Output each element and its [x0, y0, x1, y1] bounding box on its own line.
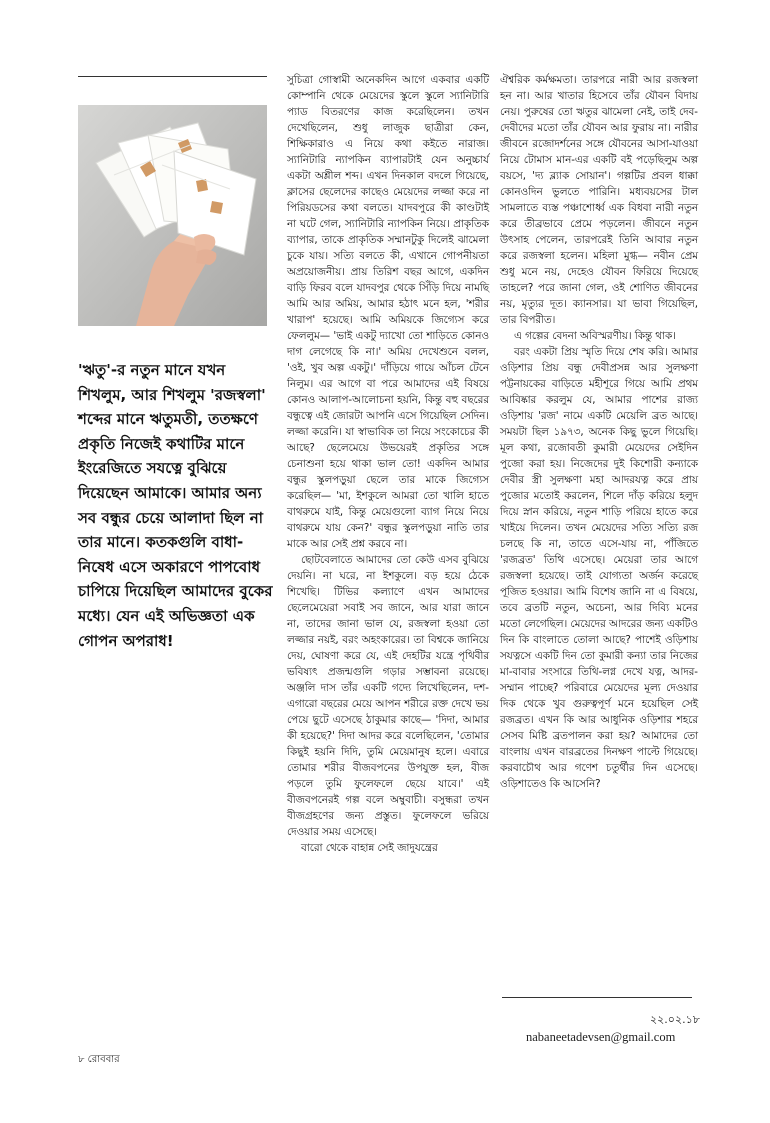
author-email: nabaneetadevsen@gmail.com: [526, 1030, 676, 1044]
paragraph: ছোটবেলাতে আমাদের তো কেউ এসব বুঝিয়ে দেয়নি। না ঘরে, না ইশকুলে। বড় হয়ে ঠেকে শিখেছি। টিভির কল্যাণে এখন আমাদের ছেলেমেয়েরা সবাই সব জানে, আর যারা জানে না, তাদের জানা ভাল যে, রজস্বলা হওয়া তো লজ্জার নয়ই, বরং অহংকারের। তা বিশ্বকে জানিয়ে দেয়, ঘোষণা করে যে, এই দেহটির যন্ত্রে পৃথিবীর ভবিষ্যৎ প্রজন্মগুলি গড়ার সম্ভাবনা রয়েছে। অঞ্জলি দাস তাঁর একটি গদ্যে লিখেছিলেন, দশ-এগারো বছরের মেয়ে আপন শরীরে রক্ত দেখে ভয় পেয়ে ছুটে এসেছে ঠাকুমার কাছে— 'দিদা, আমার কী হয়েছে?' দিদা আদর করে বলেছিলেন, 'তোমার কিছুই হয়নি দিদি, তুমি মেয়েমানুষ হলে। এবারে তোমার শরীর বীজবপনের উপযুক্ত হল, বীজ পড়লে তুমি ফুলেফলে ছেয়ে যাবে।' এই বীজবপনেরই গল্প বলে অম্বুবাচী। বসুন্ধরা তখন বীজগ্রহণের জন্য প্রস্তুত। ফুলেফলে ভরিয়ে দেওয়ার সময় এসেছে।: [287, 554, 489, 838]
paragraph: ঐশ্বরিক কর্মক্ষমতা। তারপরে নারী আর রজস্বলা হন না। আর খাতার হিসেবে তাঁর যৌবন বিদায় নেয়। পুরুষের তো ঋতুর ঝামেলা নেই, তাই দেব-দেবীদের মতো তাঁর যৌবন আর ফুরায় না। নারীর জীবনে রজোদর্শনের সঙ্গে যৌবনের আসা-যাওয়া নিয়ে টোমাস মান-এর একটি বই পড়েছিলুম অল্প বয়সে, 'দ্য ব্ল্যাক সোয়ান'। গল্পটির প্রবল ধাক্কা কোনওদিন ভুলতে পারিনি। মধ্যবয়সের টাল সামলাতে ব্যস্ত পঞ্চাশোর্ধ্ব এক বিধবা নারী নতুন করে তীব্রভাবে প্রেমে পড়লেন। জীবনে নতুন উৎসাহ পেলেন, তারপরেই তিনি আবার নতুন করে রজস্বলা হলেন। মহিলা মুগ্ধ— নবীন প্রেম শুধু মনে নয়, দেহেও যৌবন ফিরিয়ে দিয়েছে তাহলে? পরে জানা গেল, ওই শোণিত জীবনের নয়, মৃত্যুর দূত। ক্যানসার। যা ভাবা গিয়েছিল, তার বিপরীত।: [500, 74, 698, 326]
article-photo: [78, 105, 267, 326]
paragraph: সুচিত্রা গোস্বামী অনেকদিন আগে একবার একটি কোম্পানি থেকে মেয়েদের স্কুলে স্কুলে স্যানিটারি প্যাড বিতরণের কাজ করেছিলেন। তখন দেখেছিলেন, শুধু লাজুক ছাত্রীরা কেন, শিক্ষিকারাও এ নিয়ে কথা কইতে নারাজ। স্যানিটারি ন্যাপকিন ব্যাপারটাই যেন অনুচ্চার্য একটা অশ্লীল শব্দ। এখন দিনকাল বদলে গিয়েছে, ক্লাসের ছেলেদের কাছেও মেয়েদের লজ্জা করে না পিরিয়ডসের কথা বলতে। যাদবপুরে কী কাণ্ডটাই না ঘটে গেল, স্যানিটারি ন্যাপকিন নিয়ে। প্রাকৃতিক ব্যাপার, তাকে প্রাকৃতিক সম্মানটুকু দিলেই ঝামেলা চুকে যায়। সত্যি বলতে কী, এখানে গোপনীয়তা অপ্রয়োজনীয়। প্রায় তিরিশ বছর আগে, একদিন বাড়ি ফিরব বলে যাদবপুর থেকে সিঁড়ি দিয়ে নামছি আমি আর অমিয়, আমার হঠাৎ মনে হল, 'শরীর খারাপ' হয়েছে। আমি অমিয়কে জিগ্যেস করে ফেললুম— 'ভাই একটু দ্যাখো তো শাড়িতে কোনও দাগ লেগেছে কি না।' অমিয় দেখেশুনে বলল, 'ওই, খুব অল্প একটু।' দাঁড়িয়ে গায়ে আঁচল টেনে নিলুম। এর আগে বা পরে আমাদের এই বিষয়ে কোনও আলাপ-আলোচনা হয়নি, কিন্তু বহু বছরের বন্ধুত্বে এই জোরটা আপনি এসে গিয়েছিল সেদিন। লজ্জা করেনি। যা স্বাভাবিক তা নিয়ে সংকোচের কী আছে? ছেলেমেয়ে উভয়েরই প্রকৃতির সঙ্গে চেনাশুনা হয়ে থাকা ভাল তো! একদিন আমার বন্ধুর স্কুলপড়ুয়া ছেলে তার মাকে জিগ্যেস করেছিল— 'মা, ইশকুলে আমরা তো খালি হাতে বাথরুমে যাই, কিন্তু মেয়েগুলো ব্যাগ নিয়ে নিয়ে বাথরুমে যায় কেন?' বন্ধুর স্কুলপড়ুয়া নাতি তার মাকে আর সেই প্রশ্ন করবে না।: [287, 74, 489, 550]
paragraph: এ গল্পের বেদনা অবিস্মরণীয়। কিন্তু থাক।: [514, 330, 676, 342]
article-column-2: [500, 72, 698, 792]
signoff-rule: [502, 997, 692, 998]
pull-quote: [78, 358, 273, 653]
hand-holding-sanitary-napkins-icon: [78, 105, 267, 326]
top-rule-left: [78, 76, 267, 77]
paragraph: বরং একটা প্রিয় স্মৃতি দিয়ে শেষ করি। আমার ওড়িশার প্রিয় বন্ধু দেবীপ্রসন্ন আর সুলক্ষণা পট্টনায়কের বাড়িতে মহীশূরে গিয়ে আমি প্রথম আবিষ্কার করলুম যে, আমার পাশের রাজ্য ওড়িশায় 'রজ' নামে একটি মেয়েলি ব্রত আছে। সময়টা ছিল ১৯৭৩, অনেক কিছু ভুলে গিয়েছি। মূল কথা, রজোবতী কুমারী মেয়েদের সেইদিন পুজো করা হয়। নিজেদের দুই কিশোরী কন্যাকে দেবীর স্ত্রী সুলক্ষণা মহা আদরযত্ন করে প্রায় পুজোর মতোই করলেন, শিলে দাঁড় করিয়ে হলুদ দিয়ে স্নান করিয়ে, নতুন শাড়ি পরিয়ে হাতে করে খাইয়ে দিলেন। তখন মেয়েদের সত্যি সত্যি রজ চলছে কি না, তাতে এসে-যায় না, পাঁজিতে 'রজব্রত' তিথি এসেছে। মেয়েরা তার আগে রজস্বলা হয়েছে। তাই যোগ্যতা অর্জন করেছে পূজিত হওয়ার। আমি বিশেষ জানি না এ বিষয়ে, তবে ব্রতটি নতুন, অচেনা, আর দিব্যি মনের মতো লেগেছিল। মেয়েদের আদরের জন্য একটিও দিন কি বাংলাতে তোলা আছে? পাশেই ওড়িশায় সযত্নসে একটি দিন তো কুমারী কন্যা তার নিজের মা-বাবার সংসারে তিথি-লগ্ন দেখে যত্ন, আদর-সম্মান পাচ্ছে? পরিবারে মেয়েদের মূল্য দেওয়ার দিক থেকে খুব গুরুত্বপূর্ণ মনে হয়েছিল সেই রজব্রত। এখন কি আর আধুনিক ওড়িশার শহরে সেসব মিষ্টি ব্রতপালন করা হয়? আমাদের তো বাংলায় এখন বারব্রতের দিনক্ষণ পাল্টে গিয়েছে। করবাচৌথ আর গণেশ চতুর্থীর দিন এসেছে। ওড়িশাতেও কি আসেনি?: [500, 346, 698, 790]
article-column-1: [287, 72, 489, 856]
page-folio: ৮ রোববার: [78, 1054, 120, 1065]
article-date: ২২.০২.১৮: [650, 1013, 700, 1026]
paragraph: বারো থেকে বাহান্ন সেই জাদুযন্ত্রের: [301, 842, 438, 854]
pull-quote-text: 'ঋতু'-র নতুন মানে যখন শিখলুম, আর শিখলুম 'রজস্বলা' শব্দের মানে ঋতুমতী, ততক্ষণে প্রকৃতি নিজেই কথাটির মানে ইংরেজিতে সযত্নে বুঝিয়ে দিয়েছেন আমাকে। আমার অন্য সব বন্ধুর চেয়ে আলাদা ছিল না তার মানে। কতকগুলি বাধা-নিষেধ এসে অকারণে পাপবোধ চাপিয়ে দিয়েছিল আমাদের বুকের মধ্যে। যেন এই অভিজ্ঞতা এক গোপন অপরাধ!: [78, 361, 273, 650]
